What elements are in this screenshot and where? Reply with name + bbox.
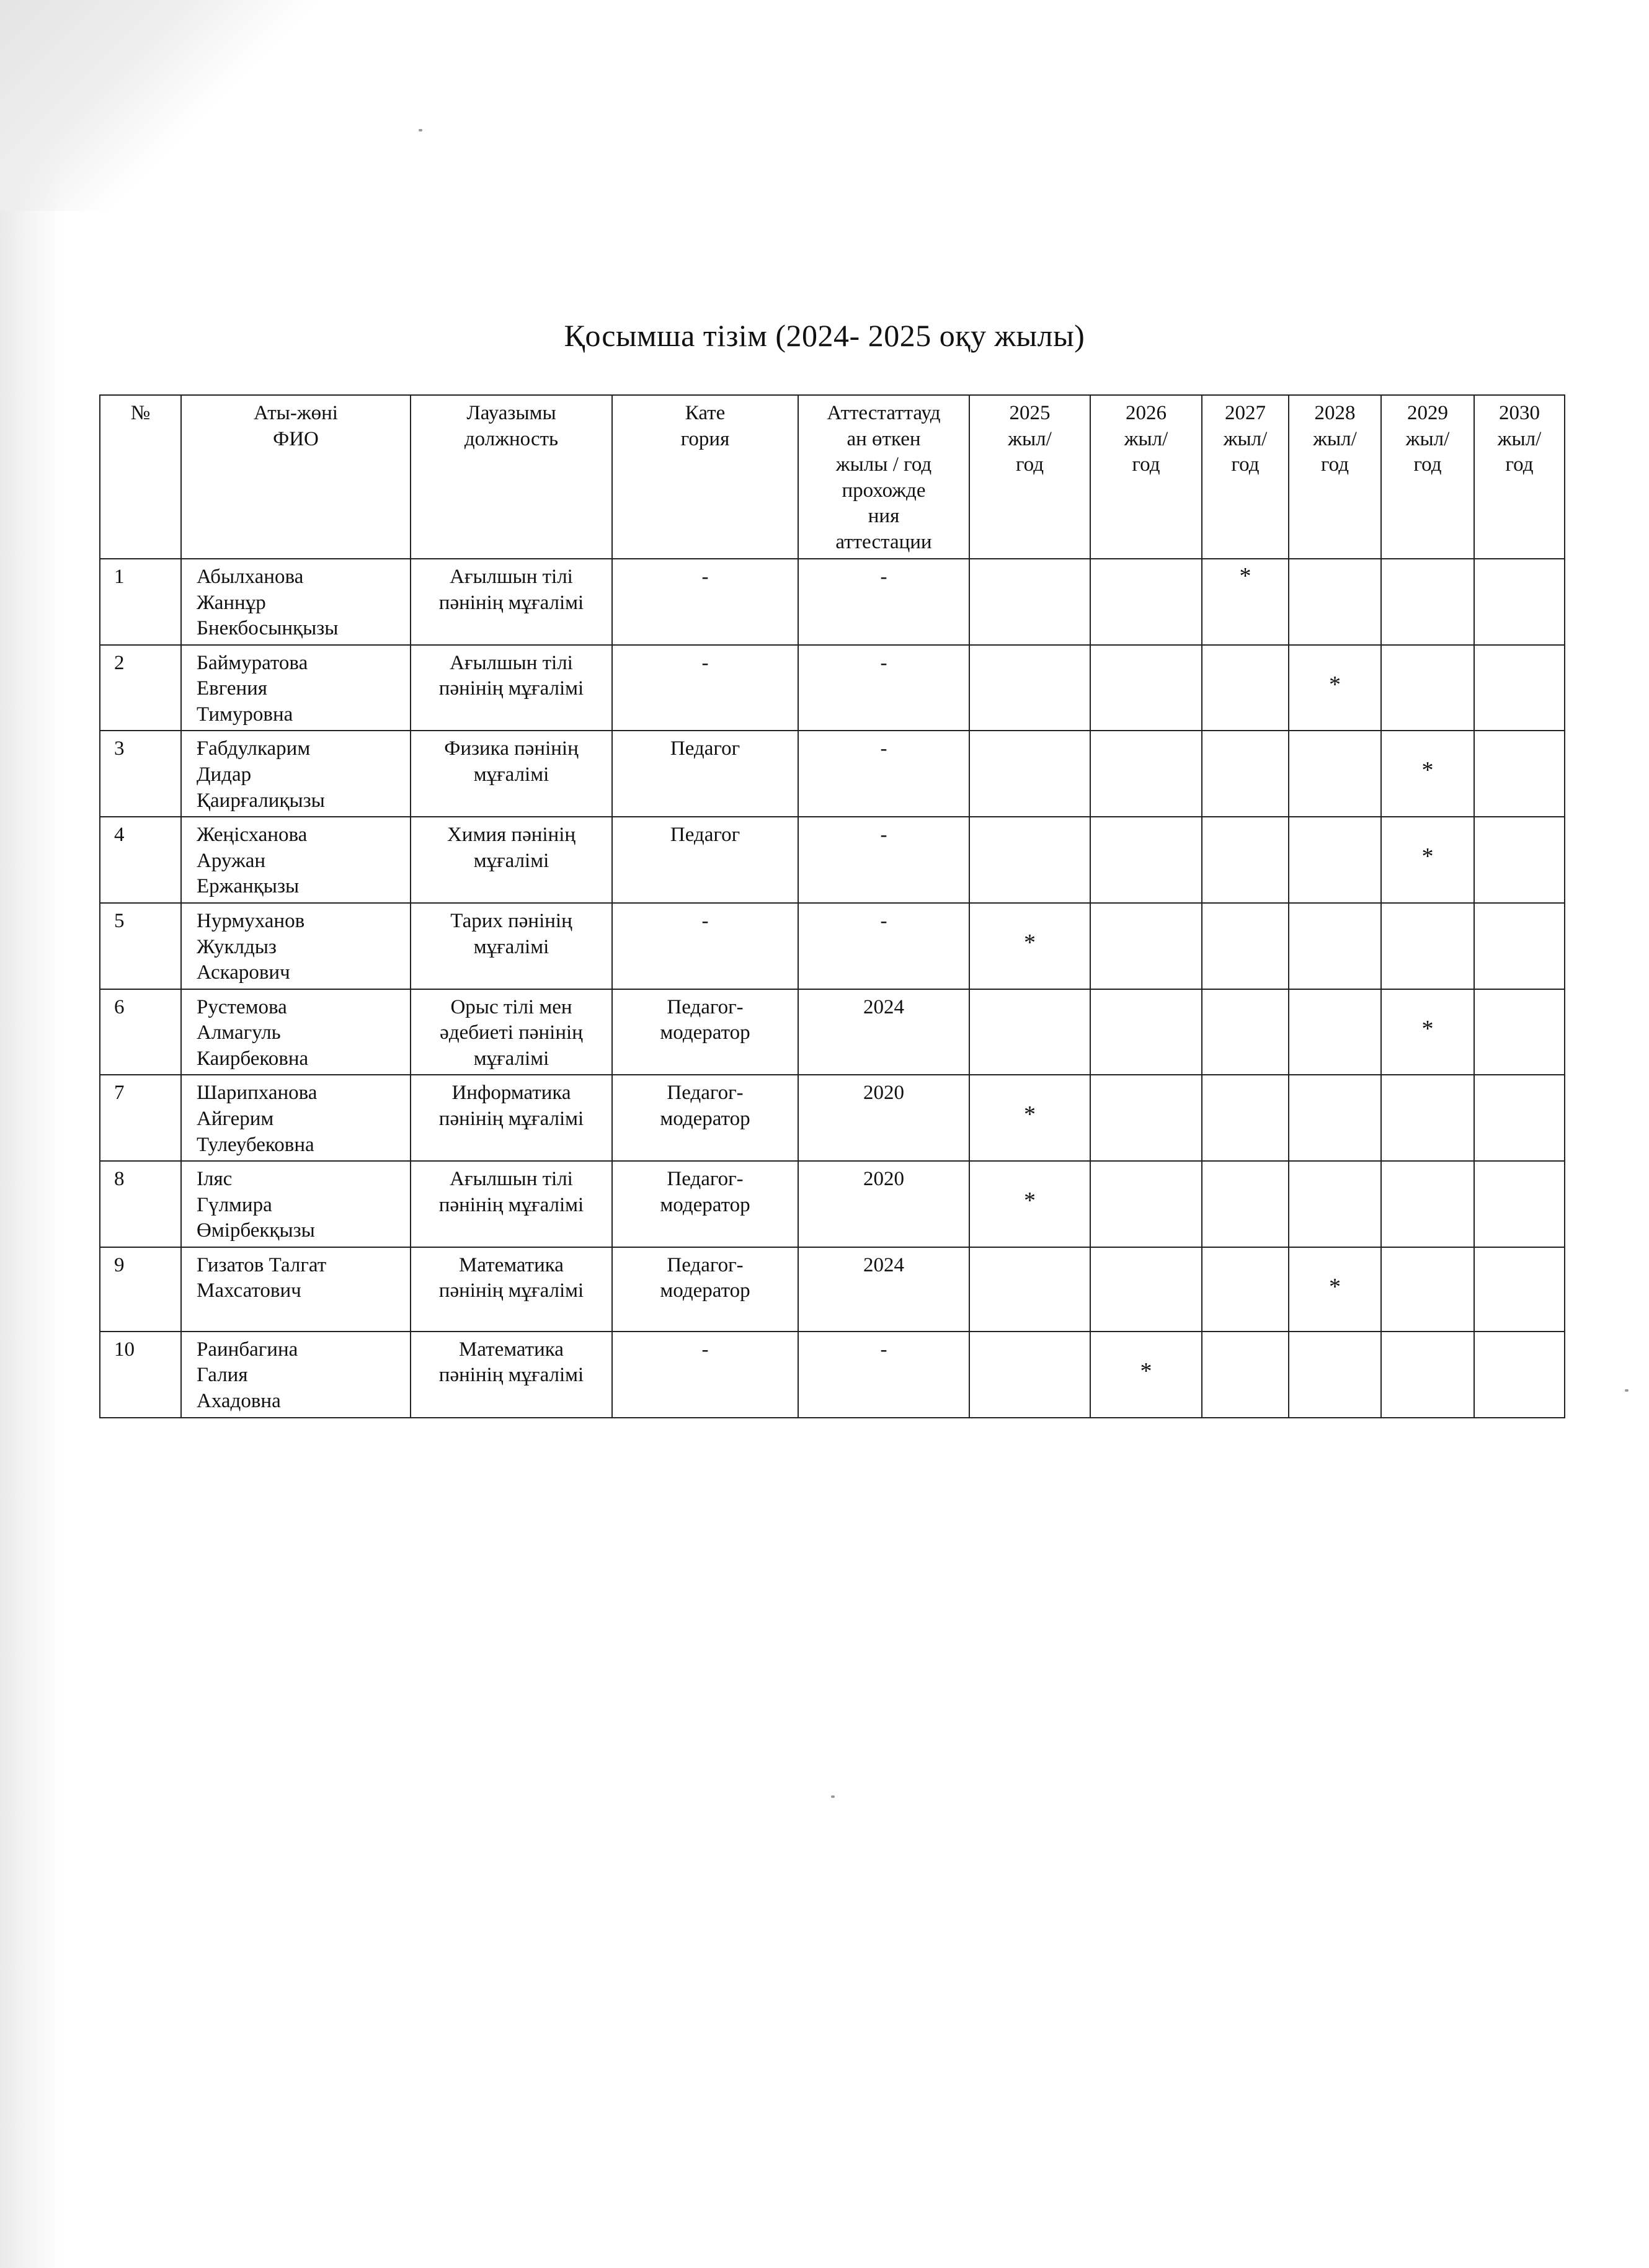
attestation-year: 2020	[798, 1161, 969, 1247]
row-number: 5	[100, 903, 181, 989]
year-mark-2029	[1381, 1247, 1474, 1332]
year-mark-2028	[1289, 1332, 1381, 1418]
header-year-2029: 2029 жыл/ год	[1381, 395, 1474, 559]
header-year-2028: 2028 жыл/ год	[1289, 395, 1381, 559]
year-mark-2030	[1474, 645, 1565, 731]
header-name: Аты-жөні ФИО	[181, 395, 411, 559]
attestation-year: 2020	[798, 1075, 969, 1161]
year-mark-2028: *	[1289, 645, 1381, 731]
year-mark-2026	[1090, 817, 1202, 903]
teacher-category: -	[612, 645, 798, 731]
attestation-year: -	[798, 903, 969, 989]
year-mark-2029	[1381, 645, 1474, 731]
year-mark-2028	[1289, 817, 1381, 903]
attestation-table	[99, 394, 1565, 1418]
scan-folded-corner	[0, 0, 322, 211]
year-mark-2027	[1202, 1161, 1289, 1247]
year-mark-2025	[969, 817, 1090, 903]
year-mark-2029: *	[1381, 817, 1474, 903]
teacher-position: Математика пәнінің мұғалімі	[411, 1332, 612, 1418]
teacher-category: Педагог	[612, 731, 798, 817]
table-row	[100, 903, 1565, 989]
table-header-row	[100, 395, 1565, 559]
teacher-position: Информатика пәнінің мұғалімі	[411, 1075, 612, 1161]
table-row	[100, 559, 1565, 645]
teacher-name: Жеңісханова Аружан Ержанқызы	[181, 817, 411, 903]
year-mark-2028	[1289, 1161, 1381, 1247]
teacher-name: Баймуратова Евгения Тимуровна	[181, 645, 411, 731]
row-number: 10	[100, 1332, 181, 1418]
year-mark-2028	[1289, 989, 1381, 1075]
attestation-year: -	[798, 1332, 969, 1418]
row-number: 9	[100, 1247, 181, 1332]
year-mark-2026	[1090, 903, 1202, 989]
year-mark-2025	[969, 559, 1090, 645]
year-mark-2030	[1474, 1247, 1565, 1332]
row-number: 1	[100, 559, 181, 645]
year-mark-2027	[1202, 731, 1289, 817]
year-mark-2027	[1202, 645, 1289, 731]
attestation-year: 2024	[798, 1247, 969, 1332]
table-row	[100, 1161, 1565, 1247]
year-mark-2025	[969, 1247, 1090, 1332]
year-mark-2030	[1474, 903, 1565, 989]
year-mark-2027	[1202, 903, 1289, 989]
year-mark-2028	[1289, 903, 1381, 989]
attestation-year: -	[798, 559, 969, 645]
row-number: 7	[100, 1075, 181, 1161]
year-mark-2025: *	[969, 1161, 1090, 1247]
year-mark-2029	[1381, 559, 1474, 645]
teacher-category: Педагог- модератор	[612, 1247, 798, 1332]
year-mark-2025: *	[969, 1075, 1090, 1161]
year-mark-2029	[1381, 903, 1474, 989]
header-category: Кате гория	[612, 395, 798, 559]
header-year-2027: 2027 жыл/ год	[1202, 395, 1289, 559]
scan-speck	[1625, 1389, 1629, 1392]
teacher-category: -	[612, 903, 798, 989]
teacher-category: Педагог- модератор	[612, 1075, 798, 1161]
teacher-position: Химия пәнінің мұғалімі	[411, 817, 612, 903]
row-number: 2	[100, 645, 181, 731]
year-mark-2027	[1202, 1075, 1289, 1161]
year-mark-2026	[1090, 1247, 1202, 1332]
year-mark-2026	[1090, 731, 1202, 817]
year-mark-2028: *	[1289, 1247, 1381, 1332]
teacher-name: Іляс Гүлмира Өмірбекқызы	[181, 1161, 411, 1247]
teacher-name: Шарипханова Айгерим Тулеубековна	[181, 1075, 411, 1161]
teacher-name: Раинбагина Галия Ахадовна	[181, 1332, 411, 1418]
year-mark-2025	[969, 989, 1090, 1075]
teacher-name: Нурмуханов Жуклдыз Аскарович	[181, 903, 411, 989]
year-mark-2029	[1381, 1332, 1474, 1418]
year-mark-2026	[1090, 1075, 1202, 1161]
attestation-year: -	[798, 645, 969, 731]
year-mark-2027	[1202, 817, 1289, 903]
year-mark-2029	[1381, 1075, 1474, 1161]
teacher-position: Орыс тілі мен әдебиеті пәнінің мұғалімі	[411, 989, 612, 1075]
year-mark-2030	[1474, 1075, 1565, 1161]
teacher-category: Педагог- модератор	[612, 1161, 798, 1247]
year-mark-2027	[1202, 989, 1289, 1075]
year-mark-2025	[969, 731, 1090, 817]
row-number: 6	[100, 989, 181, 1075]
year-mark-2026	[1090, 645, 1202, 731]
teacher-name: Абылханова Жаннұр Бнекбосынқызы	[181, 559, 411, 645]
table-row	[100, 731, 1565, 817]
year-mark-2028	[1289, 731, 1381, 817]
year-mark-2025	[969, 645, 1090, 731]
year-mark-2030	[1474, 731, 1565, 817]
year-mark-2025	[969, 1332, 1090, 1418]
table-row	[100, 1075, 1565, 1161]
table-row	[100, 1332, 1565, 1418]
header-position: Лауазымы должность	[411, 395, 612, 559]
table-body	[100, 559, 1565, 1418]
row-number: 8	[100, 1161, 181, 1247]
teacher-position: Ағылшын тілі пәнінің мұғалімі	[411, 1161, 612, 1247]
row-number: 4	[100, 817, 181, 903]
table-row	[100, 817, 1565, 903]
year-mark-2030	[1474, 1332, 1565, 1418]
teacher-position: Ағылшын тілі пәнінің мұғалімі	[411, 559, 612, 645]
teacher-name: Ғабдулкарим Дидар Қаирғалиқызы	[181, 731, 411, 817]
scan-speck	[831, 1795, 835, 1798]
year-mark-2027	[1202, 1247, 1289, 1332]
year-mark-2026	[1090, 559, 1202, 645]
teacher-category: Педагог	[612, 817, 798, 903]
scan-speck	[419, 129, 422, 131]
teacher-position: Математика пәнінің мұғалімі	[411, 1247, 612, 1332]
header-year-2025: 2025 жыл/ год	[969, 395, 1090, 559]
year-mark-2030	[1474, 817, 1565, 903]
teacher-category: -	[612, 1332, 798, 1418]
teacher-category: Педагог- модератор	[612, 989, 798, 1075]
row-number: 3	[100, 731, 181, 817]
year-mark-2029	[1381, 1161, 1474, 1247]
year-mark-2027	[1202, 1332, 1289, 1418]
teacher-position: Ағылшын тілі пәнінің мұғалімі	[411, 645, 612, 731]
year-mark-2026	[1090, 989, 1202, 1075]
year-mark-2030	[1474, 989, 1565, 1075]
teacher-position: Физика пәнінің мұғалімі	[411, 731, 612, 817]
header-year-2026: 2026 жыл/ год	[1090, 395, 1202, 559]
year-mark-2028	[1289, 559, 1381, 645]
year-mark-2029: *	[1381, 989, 1474, 1075]
year-mark-2029: *	[1381, 731, 1474, 817]
year-mark-2030	[1474, 559, 1565, 645]
year-mark-2027: *	[1202, 559, 1289, 645]
attestation-year: -	[798, 817, 969, 903]
table-row	[100, 989, 1565, 1075]
header-year-2030: 2030 жыл/ год	[1474, 395, 1565, 559]
teacher-name: Гизатов Талгат Махсатович	[181, 1247, 411, 1332]
document-title: Қосымша тізім (2024- 2025 оқу жылы)	[564, 318, 1085, 353]
teacher-category: -	[612, 559, 798, 645]
table-row	[100, 645, 1565, 731]
year-mark-2028	[1289, 1075, 1381, 1161]
year-mark-2026: *	[1090, 1332, 1202, 1418]
year-mark-2025: *	[969, 903, 1090, 989]
teacher-name: Рустемова Алмагуль Каирбековна	[181, 989, 411, 1075]
table-row	[100, 1247, 1565, 1332]
attestation-year: 2024	[798, 989, 969, 1075]
year-mark-2026	[1090, 1161, 1202, 1247]
year-mark-2030	[1474, 1161, 1565, 1247]
header-attestation-year: Аттестаттауд ан өткен жылы / год прохожде ния аттестации	[798, 395, 969, 559]
teacher-position: Тарих пәнінің мұғалімі	[411, 903, 612, 989]
attestation-year: -	[798, 731, 969, 817]
header-number: №	[100, 395, 181, 559]
